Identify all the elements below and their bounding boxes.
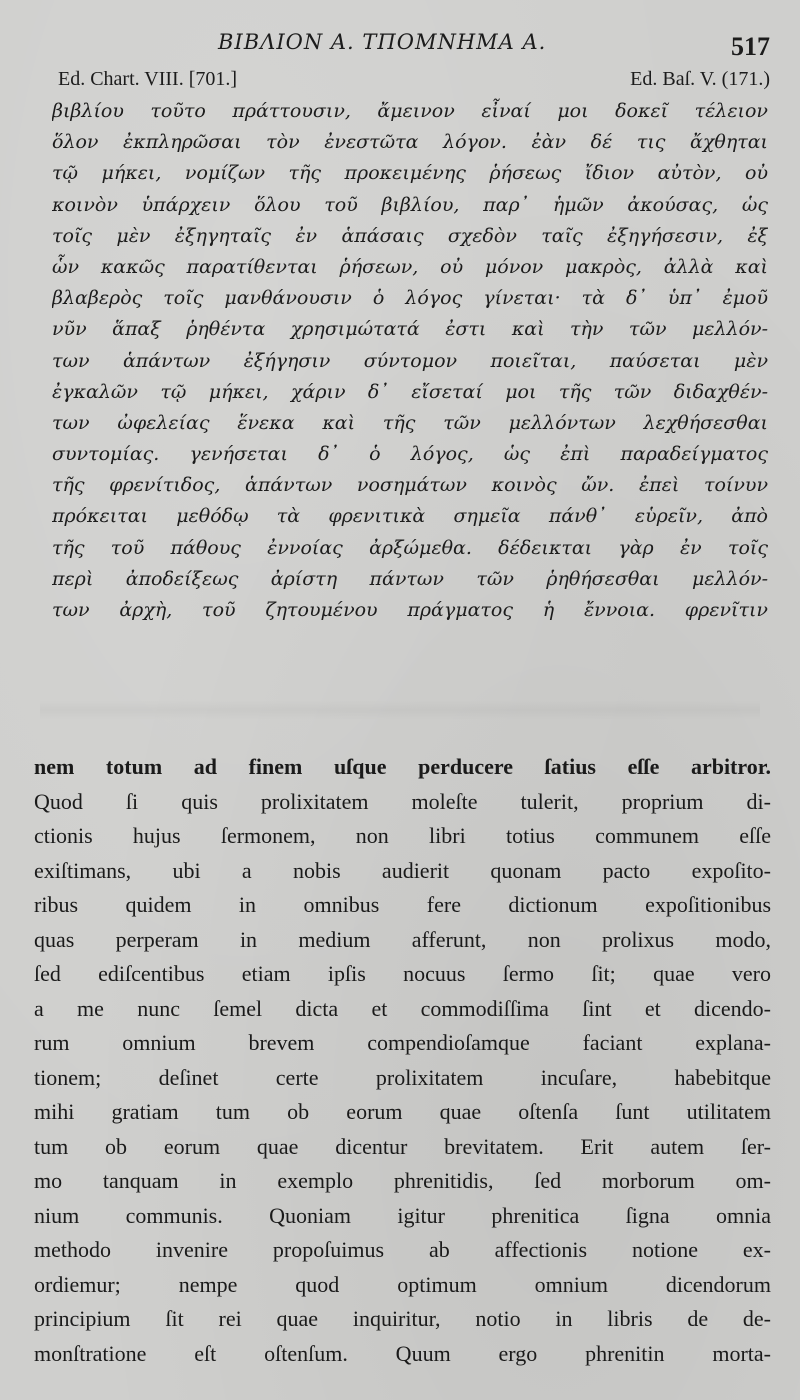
latin-line: ordiemur; nempe quod optimum omnium dicendorum — [34, 1271, 771, 1297]
latin-line: ctionis hujus ſermonem, non libri totius communem eſſe — [34, 823, 771, 848]
latin-line: Quod ſi quis prolixitatem moleſte tulerit, proprium di- — [34, 788, 771, 814]
latin-text-block — [34, 750, 771, 1371]
latin-line: rum omnium brevem compendioſamque faciant explana- — [34, 1030, 771, 1055]
greek-line: τοῖς μὲν ἐξηγηταῖς ἐν ἁπάσαις σχεδὸν ταῖς ἐξηγήσεσιν, ἐξ — [52, 224, 768, 247]
page-number: 517 — [731, 32, 770, 61]
greek-line: τῆς τοῦ πάθους ἐννοίας ἀρξώμεθα. δέδεικται γὰρ ἐν τοῖς — [52, 536, 768, 559]
greek-text-block — [52, 96, 768, 626]
latin-line: a me nunc ſemel dicta et commodiſſima ſint et dicendo- — [34, 995, 771, 1021]
latin-line: tum ob eorum quae dicentur brevitatem. Erit autem ſer- — [34, 1133, 771, 1159]
greek-line: περὶ ἀποδείξεως ἀρίστη πάντων τῶν ῥηθήσεσθαι μελλόν- — [52, 567, 768, 590]
latin-line: nem totum ad finem uſque perducere ſatius eſſe arbitror. — [34, 754, 771, 779]
greek-line: ὅλον ἐκπληρῶσαι τὸν ἐνεστῶτα λόγον. ἐὰν δέ τις ἄχθηται — [52, 131, 768, 154]
latin-line: monſtratione eſt oſtenſum. Quum ergo phrenitin morta- — [34, 1340, 771, 1366]
greek-line: ἐγκαλῶν τῷ μήκει, χάριν δ᾽ εἴσεταί μοι τῆς τῶν διδαχθέν- — [52, 380, 768, 403]
latin-line: methodo invenire propoſuimus ab affectionis notione ex- — [34, 1237, 771, 1262]
greek-line: κοινὸν ὑπάρχειν ὅλου τοῦ βιβλίου, παρ᾽ ἡμῶν ἀκούσας, ὡς — [52, 193, 768, 216]
greek-line: νῦν ἅπαξ ῥηθέντα χρησιμώτατά ἐστι καὶ τὴν τῶν μελλόν- — [52, 318, 768, 341]
latin-line: ribus quidem in omnibus fere dictionum expoſitionibus — [34, 892, 771, 917]
running-head — [0, 30, 800, 64]
greek-line: βλαβερὸς τοῖς μανθάνουσιν ὁ λόγος γίνεται· τὰ δ᾽ ὑπ᾽ ἐμοῦ — [52, 287, 768, 310]
latin-line: principium ſit rei quae inquiritur, notio in libris de de- — [34, 1306, 771, 1331]
edition-basel: Ed. Baſ. V. (171.) — [630, 68, 770, 90]
latin-line: quas perperam in medium afferunt, non prolixus modo, — [34, 926, 771, 952]
greek-line: των ἀρχὴ, τοῦ ζητουμένου πράγματος ἡ ἔννοια. φρενῖτιν — [52, 599, 768, 621]
latin-line: mo tanquam in exemplo phrenitidis, ſed morborum om- — [34, 1168, 771, 1193]
latin-line: nium communis. Quoniam igitur phrenitica ſigna omnia — [34, 1202, 771, 1228]
latin-line: mihi gratiam tum ob eorum quae oſtenſa ſunt utilitatem — [34, 1099, 771, 1124]
greek-line: τῷ μήκει, νομίζων τῆς προκειμένης ῥήσεως ἴδιον αὐτὸν, οὐ — [52, 162, 768, 185]
greek-line: συντομίας. γενήσεται δ᾽ ὁ λόγος, ὡς ἐπὶ παραδείγματος — [52, 443, 768, 466]
latin-line: ſed ediſcentibus etiam ipſis nocuus ſermo ſit; quae vero — [34, 961, 771, 986]
latin-line: exiſtimans, ubi a nobis audierit quonam pacto expoſito- — [34, 857, 771, 883]
show-through-smudge — [40, 700, 760, 720]
greek-line: βιβλίου τοῦτο πράττουσιν, ἄμεινον εἶναί μοι δοκεῖ τέλειον — [52, 100, 768, 122]
greek-line: τῆς φρενίτιδος, ἁπάντων νοσημάτων κοινὸς ὤν. ἐπεὶ τοίνυν — [52, 474, 768, 497]
greek-line: ὧν κακῶς παρατίθενται ῥήσεων, οὐ μόνον μακρὸς, ἀλλὰ καὶ — [52, 255, 768, 278]
greek-line: των ἁπάντων ἐξήγησιν σύντομον ποιεῖται, παύσεται μὲν — [52, 349, 768, 372]
edition-chartier: Ed. Chart. VIII. [701.] — [58, 68, 238, 90]
edition-references — [58, 68, 770, 94]
greek-line: πρόκειται μεθόδῳ τὰ φρενιτικὰ σημεῖα πάνθ᾽ εὑρεῖν, ἀπὸ — [52, 505, 768, 528]
greek-line: των ὠφελείας ἕνεκα καὶ τῆς τῶν μελλόντων λεχθήσεσθαι — [52, 411, 768, 434]
running-title: ΒΙΒΛΙΟΝ Α. ΤΠΟΜΝΗΜΑ Α. — [218, 30, 547, 54]
latin-line: tionem; deſinet certe prolixitatem incuſare, habebitque — [34, 1064, 771, 1090]
